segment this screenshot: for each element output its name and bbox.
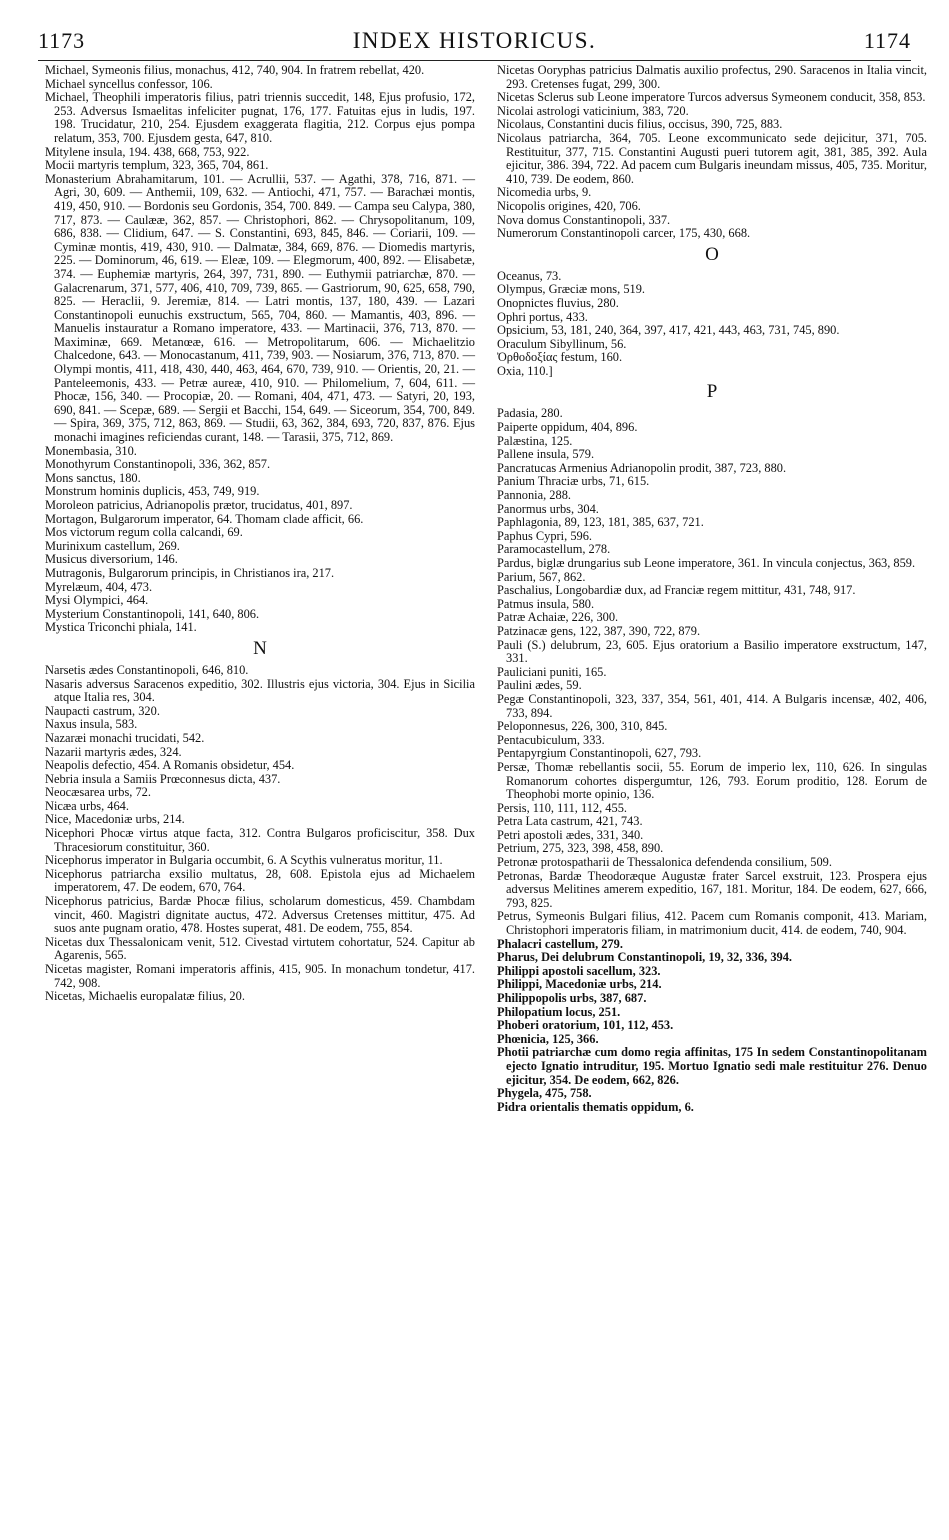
index-entry: Mortagon, Bulgarorum imperator, 64. Thomam clade afficit, 66. [45, 511, 364, 526]
index-entry: Pancratucas Armenius Adrianopolin prodit, 387, 723, 880. [497, 460, 787, 475]
index-entry: Oraculum Sibyllinum, 56. [497, 336, 627, 351]
index-entry: Panormus urbs, 304. [497, 501, 599, 516]
index-entry: Mons sanctus, 180. [45, 470, 141, 485]
index-entry: Nasaris adversus Saracenos expeditio, 302. Illustris ejus victoria, 304. Ejus in Sicilia atque Italia res, 304. [45, 676, 475, 705]
index-entry: Petri apostoli ædes, 331, 340. [497, 827, 644, 842]
index-entry: Paramocastellum, 278. [497, 542, 611, 557]
index-entry: Pannonia, 288. [497, 488, 571, 503]
index-entry: Nazarii martyris ædes, 324. [45, 744, 182, 759]
index-entry: Musicus diversorium, 146. [45, 552, 178, 567]
index-entry: Nicolaus, Constantini ducis filius, occisus, 390, 725, 883. [497, 117, 783, 132]
index-entry: Padasia, 280. [497, 406, 563, 421]
index-entry: Nicephori Phocæ virtus atque facta, 312. Contra Bulgaros proficiscitur, 358. Dux Thracesiorum constituitur, 360. [45, 826, 475, 854]
index-entry: Monstrum hominis duplicis, 453, 749, 919. [45, 484, 260, 499]
index-entry: Petrus, Symeonis Bulgari filius, 412. Pacem cum Romanis componit, 413. Mariam, Christophori imperatoris filiam, in matrimonium ducit, 414. de eodem, 740, 904. [497, 909, 927, 938]
index-entry: Nebria insula a Samiis Prœconnesus dicta, 437. [45, 771, 281, 786]
index-entry: Pauli (S.) delubrum, 23, 605. Ejus oratorium a Basilio imperatore exstructum, 147, 331. [497, 637, 927, 666]
index-entry: Monothyrum Constantinopoli, 336, 362, 857. [45, 457, 271, 472]
index-entry: Patzinacæ gens, 122, 387, 390, 722, 879. [497, 623, 701, 638]
index-entry: Nicæa urbs, 464. [45, 798, 129, 813]
index-entry: Michael, Symeonis filius, monachus, 412, 740, 904. In fratrem rebellat, 420. [45, 63, 425, 77]
index-entry: Pharus, Dei delubrum Constantinopoli, 19, 32, 336, 394. [497, 950, 793, 965]
index-entry: Neapolis defectio, 454. A Romanis obsidetur, 454. [45, 758, 295, 773]
index-entry: Paphus Cypri, 596. [497, 528, 592, 543]
index-entry: Mystica Triconchi phiala, 141. [45, 620, 197, 635]
index-entry: Monembasia, 310. [45, 443, 137, 458]
index-entry: Nicomedia urbs, 9. [497, 185, 592, 200]
index-entry: Ὀρθοδοξίας festum, 160. [497, 350, 623, 365]
index-entry: Parium, 567, 862. [497, 569, 586, 584]
index-entry: Persæ, Thomæ rebellantis socii, 55. Eorum de imperio lex, 110, 626. In singulas Romanorum cohortes dispergumtur, 126, 793. Eorum proditio, 128. Eorum de Theophobi morte opinio, 136. [497, 759, 927, 802]
index-entry: Photii patriarchæ cum domo regia affinitas, 175 In sedem Constantinopolitanam ejecto Ignatio intruditur, 195. Mortuo Ignatio sedi male restituitur 276. Denuo ejicitur, 354. De eodem, 662, 826. [497, 1045, 927, 1087]
index-entry: Naxus insula, 583. [45, 717, 138, 732]
index-entry: Nicopolis origines, 420, 706. [497, 198, 641, 213]
index-entry: Nova domus Constantinopoli, 337. [497, 212, 671, 227]
index-entry: Ophri portus, 433. [497, 309, 588, 324]
index-entry: Paphlagonia, 89, 123, 181, 385, 637, 721. [497, 515, 704, 530]
index-entry: Philippopolis urbs, 387, 687. [497, 991, 647, 1005]
index-entry: Paulini ædes, 59. [497, 678, 582, 693]
index-entry: Petronas, Bardæ Theodoræque Augustæ frater Sarcel exstruit, 123. Prospera ejus adversus Melitines amerem expeditio, 167, 181. Moritur, 184. De eodem, 627, 666, 793, 825. [497, 868, 927, 910]
left-column [45, 64, 475, 1004]
page-number-right: 1174 [863, 28, 911, 53]
index-entry: Opsicium, 53, 181, 240, 364, 397, 417, 421, 443, 463, 731, 745, 890. [497, 323, 840, 338]
index-entry: Nicephorus patricius, Bardæ Phocæ filius, scholarum domesticus, 459. Chambdam vincit, 460. Magistri dignitate auctus, 472. Adversus Cretenses mittitur, 475. Ad suos ante pugnam oratio, 478. Hostes superat, 481. De eodem, 755, 854. [45, 894, 475, 936]
index-entry: Monasterium Abrahamitarum, 101. — Acrullii, 537. — Agathi, 378, 716, 871. — Agri, 30, 609. — Anthemii, 109, 632. — Antiochi, 471, 757. — Barachæi montis, 419, 450, 910. — Bordonis seu Gordonis, 354, 700. 849. — Campa seu Calypa, 380, 717, 873. — Caulææ, 362, 857. — Christophori, 862. — Chrysopolitanum, 109, 686, 838. — Clidium, 647. — S. Constantini, 693, 845, 846. — Coriarii, 109. — Cyminæ montis, 419, 430, 910. — Dalmatæ, 384, 669, 876. — Diomedis martyris, 225. — Dominorum, 46, 619. — Eleæ, 109. — Elegmorum, 400, 892. — Elisabetæ, 374. — Euphemiæ martyris, 264, 397, 731, 890. — Euthymii patriarchæ, 870. — Galacrenarum, 371, 577, 406, 410, 709, 739, 865. — Gastriorum, 90, 625, 658, 790, 825. — Heraclii, 9. Jeremiæ, 814. — Latri montis, 137, 180, 439. — Lazari Constantinopoli eunuchis exstructum, 565, 704, 860. — Mamantis, 403, 896. — Manuelis instauratur a Romano imperatore, 433. — Martinacii, 376, 713, 870. — Maximinæ, 669. Metanœæ, 616. — Metropolitarum, 606. — Michaelitzio Chalcedone, 643. — Monocastanum, 411, 739, 903. — Nosiarum, 376, 713, 870. — Olympi montis, 411, 418, 430, 440, 463, 464, 670, 739, 910. — Orientis, 20, 21. — Panteleemonis, 433. — Petræ aureæ, 410, 910. — Philomelium, 7, 604, 611. — Phocæ, 156, 340. — Procopiæ, 20. — Romani, 404, 471, 473. — Satyri, 20, 193, 690, 841. — Scepæ, 689. — Sergii et Bacchi, 154, 649. — Siceorum, 354, 700, 849. — Spira, 369, 375, 712, 863, 869. — Studii, 63, 362, 384, 693, 720, 837, 876. Ejus monachi imagines reficiendas curant, 148. — Tarasii, 375, 712, 869. [45, 171, 475, 445]
section-letter: P [706, 381, 718, 403]
index-entry: Phalacri castellum, 279. [497, 936, 623, 951]
index-entry: Moroleon patricius, Adrianopolis prætor, trucidatus, 401, 897. [45, 498, 353, 512]
index-entry: Pentapyrgium Constantinopoli, 627, 793. [497, 746, 702, 761]
index-entry: Pardus, biglæ drungarius sub Leone imperatore, 361. In vincula conjectus, 363, 859. [497, 556, 916, 570]
index-entry: Narsetis ædes Constantinopoli, 646, 810. [45, 662, 249, 677]
index-entry: Onopnictes fluvius, 280. [497, 295, 619, 310]
index-entry: Nicolaus patriarcha, 364, 705. Leone excommunicato sede dejicitur, 371, 705. Restituitur, 377, 715. Constantini Augusti pueri tutorem agit, 381, 385, 392. Aula ejicitur, 386. 394, 722. Ad pacem cum Bulgaris ineundam missus, 405, 735. Moritur, 410, 739. De eodem, 860. [497, 130, 927, 186]
index-entry: Philippi, Macedoniæ urbs, 214. [497, 977, 662, 992]
page-title: INDEX HISTORICUS. [352, 28, 597, 53]
index-entry: Pentacubiculum, 333. [497, 732, 605, 747]
index-entry: Mitylene insula, 194. 438, 668, 753, 922. [45, 144, 250, 159]
right-column [497, 64, 927, 1114]
index-entry: Paschalius, Longobardiæ dux, ad Franciæ regem mittitur, 431, 748, 917. [497, 583, 856, 598]
index-entry: Phoberi oratorium, 101, 112, 453. [497, 1018, 674, 1033]
index-entry: Phœnicia, 125, 366. [497, 1031, 599, 1046]
index-entry: Neocæsarea urbs, 72. [45, 785, 151, 800]
index-entry: Panium Thraciæ urbs, 71, 615. [497, 474, 650, 489]
section-letter: N [253, 637, 267, 659]
index-entry: Pauliciani puniti, 165. [497, 664, 607, 679]
index-entry: Nicolai astrologi vaticinium, 383, 720. [497, 103, 689, 118]
index-entry: Mutragonis, Bulgarorum principis, in Christianos ira, 217. [45, 565, 335, 580]
page-header [38, 28, 911, 56]
index-entry: Mysterium Constantinopoli, 141, 640, 806. [45, 606, 260, 621]
index-entry: Pallene insula, 579. [497, 447, 595, 462]
header-rule [38, 60, 911, 61]
index-entry: Oceanus, 73. [497, 268, 562, 283]
index-entry: Philopatium locus, 251. [497, 1004, 621, 1019]
index-entry: Naupacti castrum, 320. [45, 703, 160, 718]
index-entry: Paiperte oppidum, 404, 896. [497, 420, 638, 435]
index-entry: Philippi apostoli sacellum, 323. [497, 963, 661, 978]
index-entry: Nice, Macedoniæ urbs, 214. [45, 812, 185, 827]
index-entry: Petrium, 275, 323, 398, 458, 890. [497, 841, 664, 856]
index-entry: Nicetas Sclerus sub Leone imperatore Turcos adversus Symeonem conducit, 358, 853. [497, 90, 926, 105]
index-entry: Nicephorus imperator in Bulgaria occumbit, 6. A Scythis vulneratus moritur, 11. [45, 853, 443, 868]
index-entry: Numerorum Constantinopoli carcer, 175, 430, 668. [497, 226, 751, 241]
index-entry: Pegæ Constantinopoli, 323, 337, 354, 561, 401, 414. A Bulgaris incensæ, 402, 406, 733, 894. [497, 691, 927, 720]
index-entry: Nicetas magister, Romani imperatoris affinis, 415, 905. In monachum tondetur, 417. 742, 908. [45, 962, 475, 990]
index-entry: Petronæ protospatharii de Thessalonica defendenda consilium, 509. [497, 855, 832, 870]
index-entry: Nicetas, Michaelis europalatæ filius, 20. [45, 989, 245, 1004]
index-entry: Petra Lata castrum, 421, 743. [497, 814, 643, 829]
index-entry: Myrelæum, 404, 473. [45, 579, 153, 594]
index-entry: Patræ Achaiæ, 226, 300. [497, 610, 619, 625]
index-entry: Mocii martyris templum, 323, 365, 704, 861. [45, 158, 269, 173]
index-entry: Nicetas dux Thessalonicam venit, 512. Civestad virtutem cohortatur, 524. Capitur ab Agarenis, 565. [45, 934, 475, 963]
index-entry: Nicephorus patriarcha exsilio multatus, 28, 608. Epistola ejus ad Michaelem imperatorem, 47. De eodem, 670, 764. [45, 866, 475, 895]
index-entry: Peloponnesus, 226, 300, 310, 845. [497, 719, 668, 734]
section-letter: O [705, 243, 719, 265]
index-entry: Patmus insula, 580. [497, 596, 595, 611]
index-entry: Persis, 110, 111, 112, 455. [497, 800, 627, 815]
index-entry: Olympus, Græciæ mons, 519. [497, 282, 646, 297]
index-entry: Nicetas Ooryphas patricius Dalmatis auxilio profectus, 290. Saracenos in Italia vincit, 293. Cretenses fugat, 299, 300. [497, 63, 927, 91]
index-entry: Pidra orientalis thematis oppidum, 6. [497, 1099, 694, 1114]
index-entry: Mos victorum regum colla calcandi, 69. [45, 525, 243, 540]
index-entry: Mysi Olympici, 464. [45, 593, 149, 608]
page-number-left: 1173 [38, 28, 86, 53]
index-entry: Palæstina, 125. [497, 433, 573, 448]
index-entry: Murinixum castellum, 269. [45, 538, 180, 553]
index-entry: Oxia, 110.] [497, 363, 553, 378]
index-entry: Michael, Theophili imperatoris filius, patri triennis succedit, 148, Ejus profusio, 172, 253. Adversus Ismaelitas infeliciter pugnat, 176, 177. Fatuitas ejus in ludis, 197. 198. Trucidatur, 210, 254. Ejusdem exaggerata flagitia, 212. Corpus ejus pompa relatum, 353, 700. Ejusdem gesta, 647, 810. [45, 90, 475, 145]
index-entry: Nazaræi monachi trucidati, 542. [45, 730, 205, 745]
index-entry: Phygela, 475, 758. [497, 1086, 592, 1101]
index-entry: Michael syncellus confessor, 106. [45, 76, 213, 91]
